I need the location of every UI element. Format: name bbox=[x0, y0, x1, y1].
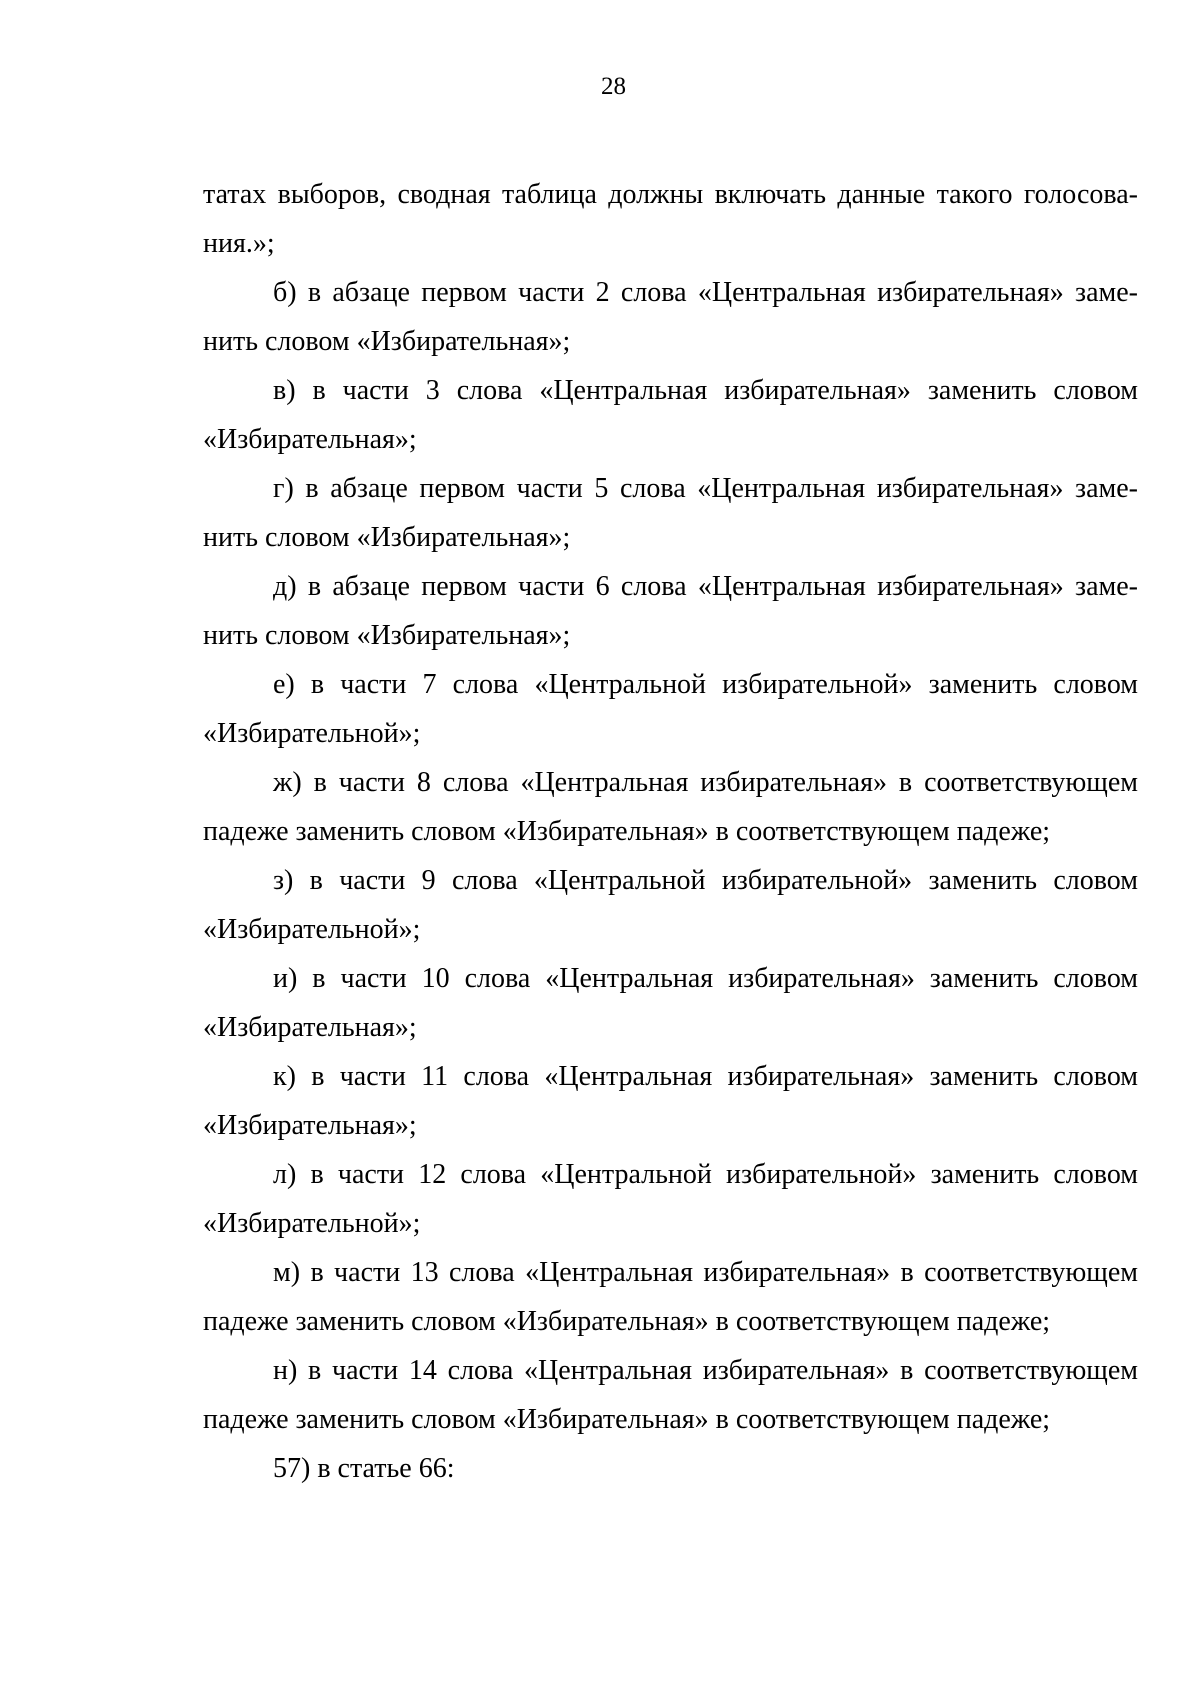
paragraph-item-k: к) в части 11 слова «Центральная избирательная» заменить словом «Избирательная»; bbox=[203, 1061, 1138, 1141]
paragraph-item-l: л) в части 12 слова «Центральной избирательной» заменить словом «Избирательной»; bbox=[203, 1159, 1138, 1239]
paragraph-item-n: н) в части 14 слова «Центральная избирательная» в соответствующем падеже заменить словом «Избирательная» в соответствующем падеже; bbox=[203, 1355, 1138, 1435]
paragraph-article-57: 57) в статье 66: bbox=[273, 1453, 455, 1484]
paragraph-item-i: и) в части 10 слова «Центральная избирательная» заменить словом «Избирательная»; bbox=[203, 963, 1138, 1043]
page-number: 28 bbox=[601, 73, 626, 100]
paragraph-item-d: д) в абзаце первом части 6 слова «Центральная избирательная» заменить словом «Избирательная»; bbox=[203, 571, 1138, 651]
paragraph-item-e: е) в части 7 слова «Центральной избирательной» заменить словом «Избирательной»; bbox=[203, 669, 1138, 749]
paragraph-continuation: татах выборов, сводная таблица должны включать данные такого голосования.»; bbox=[203, 179, 1138, 259]
paragraph-item-m: м) в части 13 слова «Центральная избирательная» в соответствующем падеже заменить словом «Избирательная» в соответствующем падеже; bbox=[203, 1257, 1138, 1337]
document-body bbox=[203, 170, 1138, 1493]
paragraph-item-zh: ж) в части 8 слова «Центральная избирательная» в соответствующем падеже заменить словом «Избирательная» в соответствующем падеже; bbox=[203, 767, 1138, 847]
paragraph-item-z: з) в части 9 слова «Центральной избирательной» заменить словом «Избирательной»; bbox=[203, 865, 1138, 945]
paragraph-item-b: б) в абзаце первом части 2 слова «Центральная избирательная» заменить словом «Избирательная»; bbox=[203, 277, 1138, 357]
paragraph-item-g: г) в абзаце первом части 5 слова «Центральная избирательная» заменить словом «Избирательная»; bbox=[203, 473, 1138, 553]
paragraph-item-v: в) в части 3 слова «Центральная избирательная» заменить словом «Избирательная»; bbox=[203, 375, 1138, 455]
